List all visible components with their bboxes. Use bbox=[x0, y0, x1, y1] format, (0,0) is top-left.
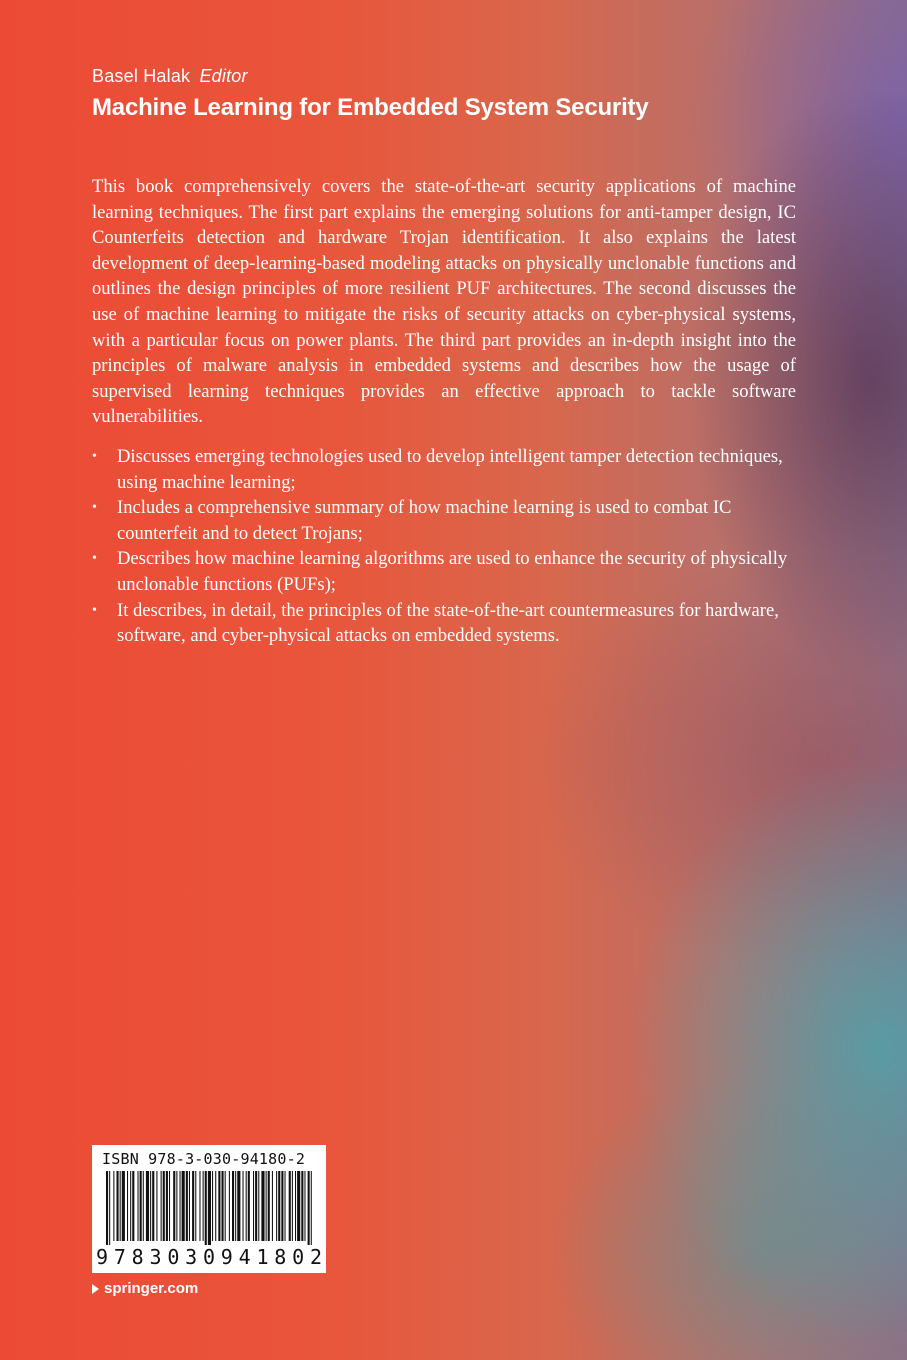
isbn-barcode bbox=[92, 1145, 326, 1273]
barcode-digit: 8 bbox=[274, 1245, 287, 1269]
barcode-bar bbox=[152, 1171, 154, 1241]
barcode-bar bbox=[266, 1171, 267, 1241]
barcode-bar bbox=[272, 1171, 273, 1241]
bullet-icon: • bbox=[92, 602, 97, 618]
barcode-bar bbox=[232, 1171, 234, 1241]
barcode-bar bbox=[192, 1171, 194, 1241]
barcode-bar bbox=[138, 1171, 139, 1241]
bullet-icon: • bbox=[92, 449, 97, 464]
barcode-bar bbox=[255, 1171, 257, 1241]
barcode-bar bbox=[120, 1171, 121, 1241]
barcode-digit: 8 bbox=[131, 1245, 144, 1269]
barcode-bar bbox=[140, 1171, 142, 1241]
arrow-right-icon bbox=[92, 1284, 99, 1294]
barcode-bars bbox=[106, 1171, 312, 1245]
feature-item bbox=[92, 546, 796, 597]
barcode-bar bbox=[246, 1171, 247, 1241]
barcode-bar bbox=[292, 1171, 293, 1241]
publisher-url: springer.com bbox=[104, 1280, 199, 1297]
barcode-bar bbox=[289, 1171, 291, 1241]
barcode-digit: 0 bbox=[167, 1245, 180, 1269]
barcode-bar bbox=[261, 1171, 264, 1241]
feature-list bbox=[92, 444, 796, 649]
barcode-bar bbox=[304, 1171, 305, 1241]
barcode-bar bbox=[205, 1171, 207, 1245]
barcode-digit: 9 bbox=[220, 1245, 233, 1269]
barcode-bar bbox=[186, 1171, 188, 1241]
feature-text: It describes, in detail, the principles of the state-of-the-art countermeasures for hardware, software, and cyber-physical attacks on embedded systems. bbox=[117, 599, 779, 647]
barcode-bar bbox=[122, 1171, 125, 1241]
barcode-bar bbox=[173, 1171, 175, 1241]
barcode-bar bbox=[295, 1171, 296, 1241]
feature-item bbox=[92, 444, 796, 495]
author-role: Editor bbox=[199, 66, 248, 86]
barcode-bar bbox=[301, 1171, 303, 1241]
book-title: Machine Learning for Embedded System Security bbox=[92, 94, 649, 121]
barcode-bar bbox=[161, 1171, 162, 1241]
author-name: Basel Halak bbox=[92, 66, 191, 86]
barcode-bar bbox=[268, 1171, 270, 1241]
barcode-bar bbox=[189, 1171, 190, 1241]
barcode-bar bbox=[143, 1171, 144, 1241]
barcode-bar bbox=[130, 1171, 131, 1241]
barcode-digit: 3 bbox=[185, 1245, 198, 1269]
barcode-bar bbox=[156, 1171, 157, 1241]
barcode-bar bbox=[222, 1171, 224, 1241]
feature-item bbox=[92, 598, 796, 649]
barcode-bar bbox=[146, 1171, 149, 1241]
barcode-bar bbox=[276, 1171, 277, 1241]
barcode-digit: 4 bbox=[238, 1245, 251, 1269]
feature-text: Includes a comprehensive summary of how machine learning is used to combat IC counterfeit and to detect Trojans; bbox=[117, 497, 732, 544]
barcode-bar bbox=[113, 1171, 114, 1241]
barcode-bar bbox=[278, 1171, 280, 1241]
barcode-digit: 0 bbox=[202, 1245, 216, 1269]
barcode-bar bbox=[311, 1171, 312, 1245]
barcode-bar bbox=[281, 1171, 283, 1241]
barcode-bar bbox=[225, 1171, 226, 1241]
barcode-bar bbox=[215, 1171, 216, 1241]
barcode-bar bbox=[166, 1171, 168, 1241]
barcode-bar bbox=[109, 1171, 110, 1245]
feature-text: Describes how machine learning algorithms are used to enhance the security of physically unclonable functions (PUFs); bbox=[117, 548, 788, 595]
barcode-bar bbox=[203, 1171, 204, 1241]
barcode-bar bbox=[308, 1171, 310, 1245]
barcode-bar bbox=[248, 1171, 250, 1241]
barcode-bar bbox=[117, 1171, 119, 1241]
barcode-bar bbox=[127, 1171, 128, 1241]
barcode-bar bbox=[258, 1171, 259, 1241]
author-line bbox=[92, 66, 248, 87]
barcode-bar bbox=[199, 1171, 200, 1241]
barcode-bar bbox=[218, 1171, 220, 1241]
barcode-bar bbox=[169, 1171, 170, 1241]
barcode-bar bbox=[297, 1171, 300, 1241]
barcode-digits bbox=[96, 1245, 322, 1269]
barcode-bar bbox=[150, 1171, 151, 1241]
barcode-bar bbox=[253, 1171, 254, 1241]
bullet-icon: • bbox=[92, 551, 97, 567]
barcode-digit: 0 bbox=[292, 1245, 305, 1269]
barcode-digit: 7 bbox=[113, 1245, 126, 1269]
barcode-bar bbox=[106, 1171, 108, 1245]
barcode-bar bbox=[285, 1171, 286, 1241]
barcode-bar bbox=[132, 1171, 134, 1241]
feature-item bbox=[92, 495, 796, 546]
barcode-bar bbox=[163, 1171, 165, 1241]
barcode-bar bbox=[237, 1171, 240, 1241]
barcode-bar bbox=[195, 1171, 196, 1241]
bullet-icon: • bbox=[92, 500, 97, 516]
barcode-bar bbox=[212, 1171, 213, 1241]
barcode-digit: 3 bbox=[149, 1245, 162, 1269]
barcode-bar bbox=[235, 1171, 236, 1241]
barcode-bar bbox=[229, 1171, 230, 1241]
isbn-label: ISBN 978-3-030-94180-2 bbox=[102, 1150, 306, 1168]
barcode-bar bbox=[176, 1171, 177, 1241]
barcode-digit: 2 bbox=[309, 1245, 322, 1269]
feature-text: Discusses emerging technologies used to develop intelligent tamper detection techniques, using machine learning; bbox=[117, 446, 783, 493]
barcode-bar bbox=[180, 1171, 181, 1241]
barcode-digit: 1 bbox=[256, 1245, 269, 1269]
book-description: This book comprehensively covers the state-of-the-art security applications of machine learning techniques. The first part explains the emerging solutions for anti-tamper design, IC Counterfeits detection and hardware Trojan identification. It also explains the latest development of deep-learning-based modeling attacks on physically unclonable functions and outlines the design principles of more resilient PUF architectures. The second discusses the use of machine learning to mitigate the risks of security attacks on cyber-physical systems, with a particular focus on power plants. The third part provides an in-depth insight into the principles of malware analysis in embedded systems and describes how the usage of supervised learning techniques provides an effective approach to tackle software vulnerabilities. bbox=[92, 176, 796, 428]
barcode-bar bbox=[208, 1171, 211, 1245]
publisher-link[interactable] bbox=[92, 1280, 198, 1297]
barcode-digit: 9 bbox=[96, 1245, 109, 1269]
barcode-bar bbox=[182, 1171, 185, 1241]
barcode-bar bbox=[243, 1171, 244, 1241]
